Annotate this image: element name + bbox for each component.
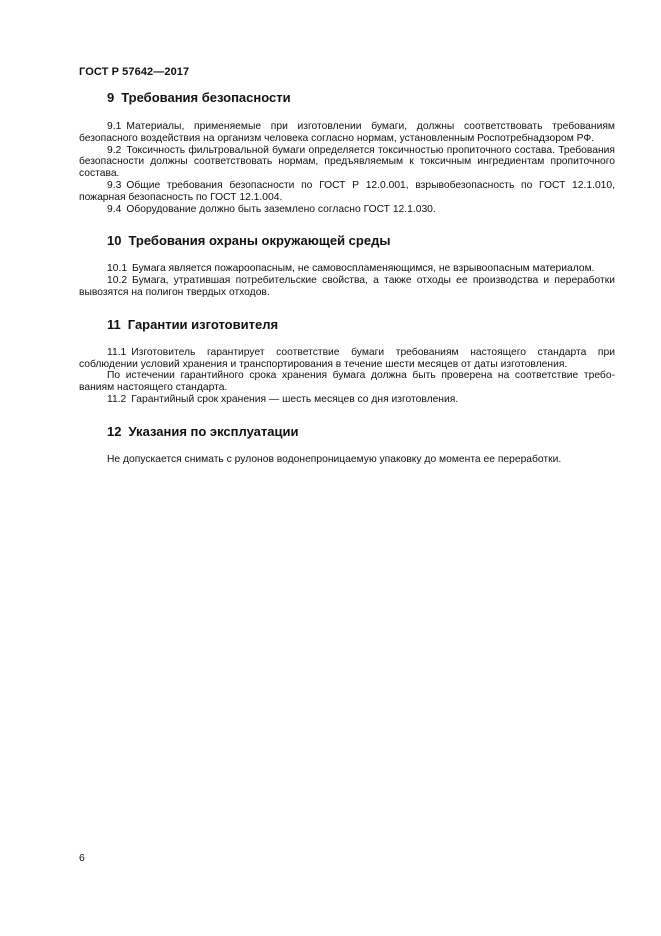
section-title-text: Гарантии изготовителя (127, 316, 279, 332)
paragraph-text: Бумага является пожароопасным, не самовоспламеняющимся, не взрывоопасным материалом. (132, 263, 595, 275)
paragraph-11-2 (79, 394, 615, 406)
paragraph-12 (79, 454, 615, 466)
paragraph-text: Гарантийный срок хранения — шесть месяцев со дня изготовления. (131, 393, 459, 405)
section-9 (79, 90, 615, 215)
document-body (79, 90, 615, 466)
section-spacer (79, 406, 615, 424)
paragraph-number: 9.4 (107, 203, 122, 215)
section-number: 10 (107, 233, 122, 249)
section-title-text: Требования безопасности (121, 90, 291, 105)
section-title-text: Указания по эксплуатации (128, 423, 299, 439)
paragraph-text: Токсичность фильтровальной бумаги определяется токсичностью пропиточного состава. Требования безопасности должны соответствовать нормам, предъявляемым к токсичным ингредиентам пропиточного состава. (79, 144, 615, 180)
paragraph-9-4 (79, 204, 615, 216)
section-11 (79, 317, 615, 406)
section-number: 9 (107, 90, 115, 105)
paragraph-text: Общие требования безопасности по ГОСТ Р 12.0.001, взрывобезопасность по ГОСТ 12.1.010, пожарная безопасность по ГОСТ 12.1.004. (79, 179, 615, 203)
section-number: 11 (107, 316, 121, 332)
paragraph-number: 11.2 (107, 393, 127, 405)
section-12 (79, 424, 615, 466)
section-heading (79, 424, 615, 440)
paragraph-number: 9.3 (107, 179, 122, 191)
section-spacer (79, 215, 615, 233)
section-heading (79, 90, 615, 106)
paragraph-9-2 (79, 145, 615, 180)
paragraph-text: Оборудование должно быть заземлено согласно ГОСТ 12.1.030. (126, 203, 436, 215)
paragraph-9-3 (79, 180, 615, 204)
section-paragraphs (79, 263, 615, 298)
paragraph-number: 10.1 (107, 263, 128, 275)
paragraph-number: 10.2 (107, 275, 128, 287)
document-code-header: ГОСТ Р 57642—2017 (79, 66, 190, 78)
paragraph-10-2 (79, 275, 615, 299)
section-heading (79, 317, 615, 333)
paragraph-text: Изготовитель гарантирует соответствие бумаги требованиям настоящего стандарта при соблюдении условий хранения и транспортирования в течение шести месяцев от даты изготовления. (79, 346, 615, 370)
section-number: 12 (107, 423, 122, 439)
paragraph-number: 9.2 (107, 144, 122, 156)
section-paragraphs (79, 347, 615, 406)
paragraph-text: Материалы, применяемые при изготовлении бумаги, должны соответствовать требованиям безопасного воздействия на организм человека согласно нормам, установленным Роспотребнадзором РФ. (79, 121, 615, 144)
paragraph-10-1 (79, 263, 615, 275)
section-heading (79, 233, 615, 249)
section-paragraphs (79, 121, 615, 215)
paragraph-text: По истечении гарантийного срока хранения бумага должна быть проверена на соответствие требованиям настоящего стандарта. (79, 370, 615, 394)
page-number: 6 (79, 852, 85, 864)
section-spacer (79, 299, 615, 317)
paragraph-9-1 (79, 121, 615, 145)
section-title-text: Требования охраны окружающей среды (128, 233, 391, 249)
paragraph-11-1 (79, 347, 615, 371)
paragraph-text: Не допускается снимать с рулонов водонепроницаемую упаковку до момента ее переработки. (107, 453, 562, 465)
paragraph-number: 11.1 (107, 346, 127, 358)
section-paragraphs (79, 454, 615, 466)
paragraph-number: 9.1 (107, 121, 122, 132)
paragraph-text: Бумага, утратившая потребительские свойства, а также отходы ее производства и переработки вывозятся на полигон твердых отходов. (79, 275, 615, 298)
paragraph-11-1-continued (79, 370, 615, 394)
section-10 (79, 233, 615, 298)
